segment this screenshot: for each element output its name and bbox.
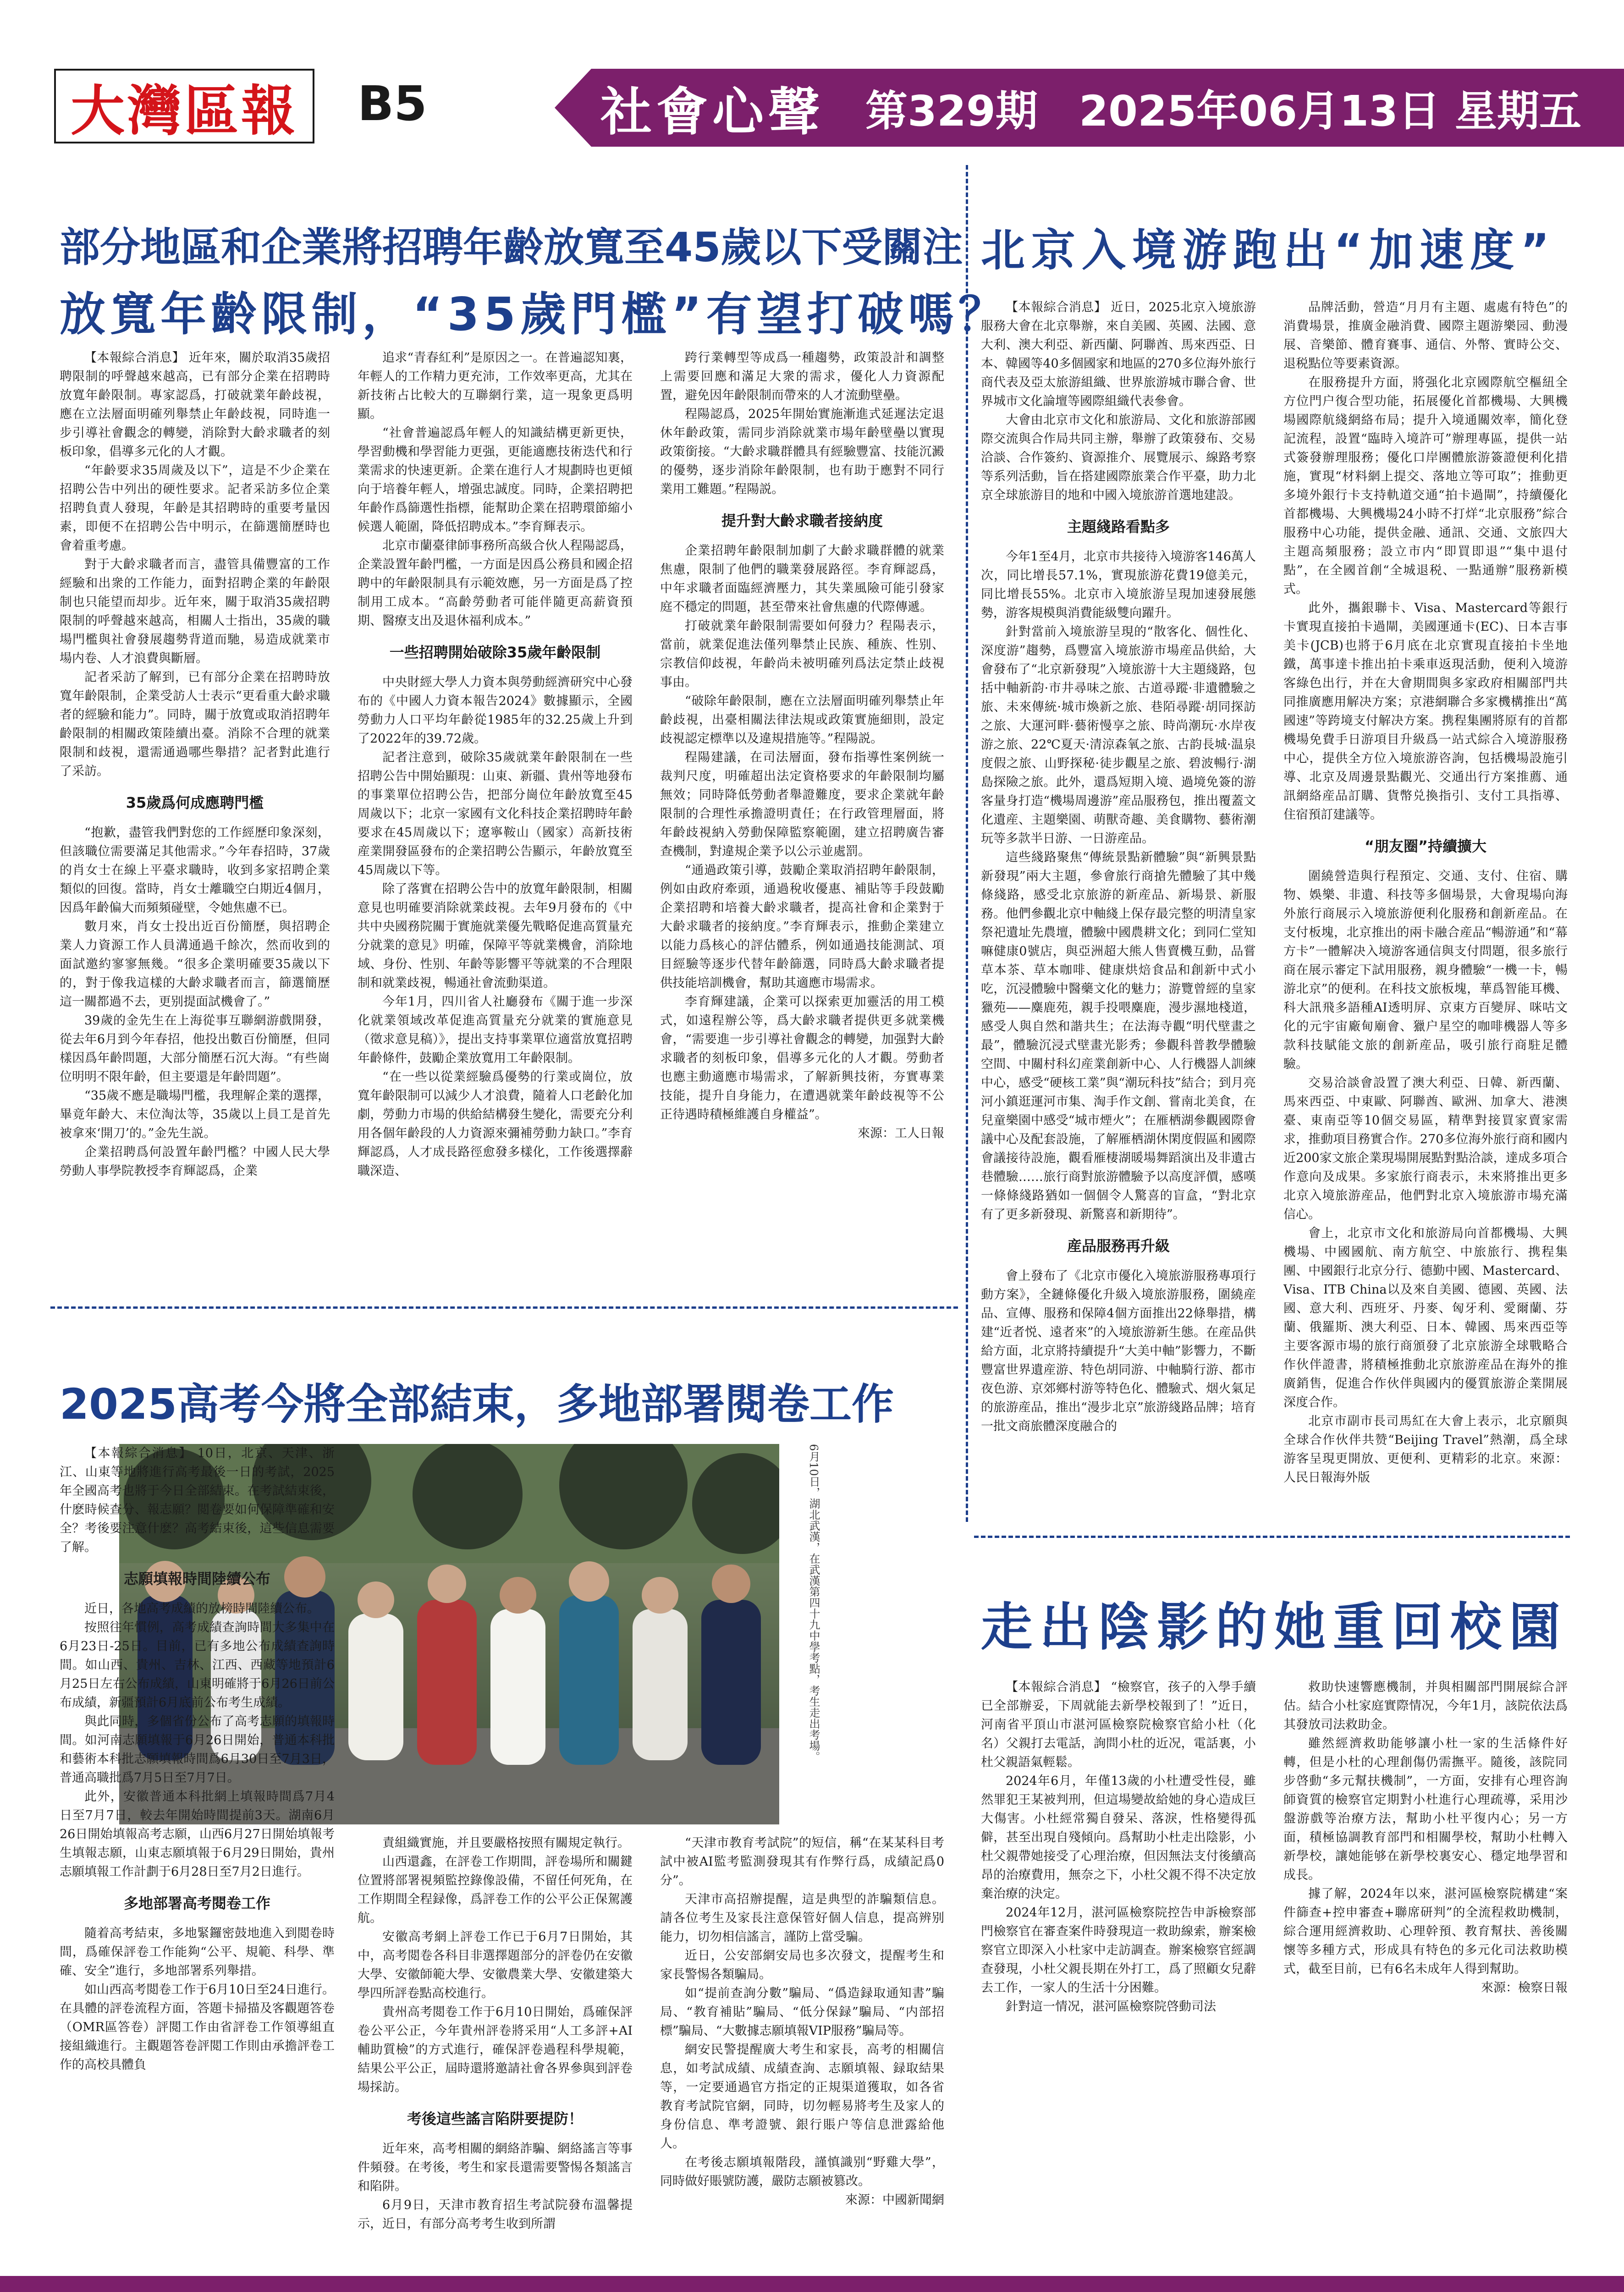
article1-subhead: 35歲爲何成應聘門檻 xyxy=(126,794,264,811)
paragraph: 數月來，肖女士投出近百份簡歷，與招聘企業人力資源工作人員溝通過千餘次，然而收到的面試邀約寥寥無幾。“很多企業明確要35歲以下的，對于像我這樣的大齡求職者而言，篩選簡歷這一關都過不去，更别提面試機會了。” xyxy=(60,920,330,1009)
paragraph: 在服務提升方面，將强化北京國際航空樞紐全方位門户復合型功能，拓展優化首都機場、大興機場國際航綫網絡布局；提升入境通關效率，簡化登記流程，設置“臨時入境許可”辦理專區，提供一站式簽發辦理服務；優化口岸團體旅游簽證便利化措施，實現“材料網上提交、落地立等可取”；推動更多境外銀行卡支持軌道交通“拍卡過閘”，持續優化首都機場、大興機場24小時不打烊“北京服務”綜合服務中心功能，提供金融、通訊、交通、文旅四大主題高頻服務；設立市内“即買即退”“集中退付點”，在全國首創“全城退税、一點通辦”服務新模式。 xyxy=(1283,375,1568,596)
paragraph: 如“提前查詢分數”騙局、“僞造録取通知書”騙局、“教育補貼”騙局、“低分保録”騙局、“内部招標”騙局、“大數據志願填報VIP服務”騙局等。 xyxy=(660,1986,944,2038)
paragraph: 據了解，2024年以來，湛河區檢察院構建“案件篩查+控申審查+聯席研判”的全流程救助機制，綜合運用經濟救助、心理幹預、教育幫扶、善後關懷等多種方式，形成具有特色的多元化司法救助模式，截至目前，已有6名未成年人得到幫助。 xyxy=(1283,1887,1568,1976)
photo-caption: 6月10日，湖北武漢，在武漢第四十九中學考點，考生走出考場。 xyxy=(807,1444,820,1762)
paragraph: “天津市教育考試院”的短信，稱“在某某科目考試中被AI監考監測發現其有作弊行爲，成績記爲0分”。 xyxy=(660,1836,944,1888)
article1-subhead: 提升對大齡求職者接納度 xyxy=(721,512,883,529)
paragraph: 近日，各地高考成績的放榜時間陸續公布。 xyxy=(84,1602,319,1616)
paragraph: 程陽建議，在司法層面，發布指導性案例統一裁判尺度，明確超出法定資格要求的年齡限制均屬無效；同時降低勞動者舉證難度，要求企業就年齡限制的合理性承擔證明責任；在行政管理層面，將年齡歧視納入勞動保障監察範圍，建立招聘廣告審查機制，對違規企業予以公示並處罰。 xyxy=(660,750,944,859)
issue-number: 第329期 xyxy=(865,87,1038,136)
article2-column-2 xyxy=(1283,298,1568,1526)
footer-bar xyxy=(0,2276,1624,2292)
paragraph: 隨着高考結束，多地緊鑼密鼓地進入到閲卷時間，爲確保評卷工作能夠“公平、規範、科學、準確、安全”進行，多地部署系列舉措。 xyxy=(60,1926,335,1978)
paragraph: 針對當前入境旅游呈現的“散客化、個性化、深度游”趨勢，爲豐富入境旅游市場産品供給，大會發布了“北京新發現”入境旅游十大主題綫路，包括中軸新韵·市井尋味之旅、古道尋蹤·非遺體驗之旅、未來傳統·城市煥新之旅、巷陌尋蹤·胡同探訪之旅、大運河畔·藝術慢享之旅、時尚潮玩·水岸夜游之旅、22℃夏天·清涼森氧之旅、古韵長城·温泉度假之旅、山野探秘·徒步觀星之旅、碧波暢行·湖島探險之旅。此外，還爲短期入境、過境免簽的游客量身打造“機場周邊游”産品服務包，推出覆蓋文化遺産、主題樂園、萌獸奇趣、美食購物、藝術潮玩等多款半日游、一日游産品。 xyxy=(981,625,1256,846)
paragraph: 39歲的金先生在上海從事互聯網游戲開發，從去年6月到今年春招，他投出數百份簡歷，但同樣因爲年齡問題，大部分簡歷石沉大海。“有些崗位明明不限年齡，但主要還是年齡問題”。 xyxy=(60,1014,330,1084)
section-divider xyxy=(974,1536,1570,1538)
article1-column-3 xyxy=(660,348,944,1293)
paragraph: “破除年齡限制，應在立法層面明確列舉禁止年齡歧視，出臺相關法律法規或政策實施細則，設定歧視認定標準以及違規措施等。”程陽説。 xyxy=(660,694,944,746)
paragraph: 企業招聘爲何設置年齡門檻？中國人民大學勞動人事學院教授李育輝認爲，企業 xyxy=(60,1145,330,1178)
article4-headline: 走出陰影的她重回校園 xyxy=(981,1598,1568,1657)
paragraph: “35歲不應是職場門檻，我理解企業的選擇，畢竟年齡大、末位淘汰等，35歲以上員工是首先被拿來‘開刀’的。”金先生説。 xyxy=(60,1089,330,1140)
paragraph: 圍繞營造與行程預定、交通、支付、住宿、購物、娛樂、非遺、科技等多個場景，大會現場向海外旅行商展示入境旅游便利化服務和創新産品。在支付板塊，北京推出的兩卡融合産品“暢游通”和“幕方卡”一體解决入境游客通信與支付問題，很多旅行商在展示審定下試用服務，親身體驗“一機一卡，暢游北京”的便利。在科技文旅板塊，華爲智能耳機、科大訊飛多語種AI透明屏、京東方百變屏、咪咕文化的元宇宙廠甸廟會、獵户星空的咖啡機器人等多款科技賦能文旅的創新産品，吸引旅行商駐足體驗。 xyxy=(1283,869,1568,1071)
paragraph: 會上，北京市文化和旅游局向首都機場、大興機場、中國國航、南方航空、中旅旅行、携程集團、中國銀行北京分行、德勤中國、Mastercard、Visa、ITB China以及來自美國、德國、英國、法國、意大利、西班牙、丹麥、匈牙利、愛爾蘭、芬蘭、俄羅斯、澳大利亞、日本、韓國、馬來西亞等主要客源市場的旅行商頒發了北京旅游全球戰略合作伙伴證書，將積極推動北京旅游産品在海外的推廣銷售，促進合作伙伴與國内的優質旅游企業開展深度合作。 xyxy=(1283,1226,1568,1410)
paragraph: 今年1月，四川省人社廳發布《關于進一步深化就業領域改革促進高質量充分就業的實施意見（徵求意見稿）》，提出支持事業單位適當放寬招聘年齡條件，鼓勵企業放寬用工年齡限制。 xyxy=(358,995,633,1065)
column-divider xyxy=(966,165,968,1522)
paragraph: 記者采訪了解到，已有部分企業在招聘時放寬年齡限制，企業受訪人士表示“更看重大齡求職者的經驗和能力”。同時，關于放寬或取消招聘年齡限制的相關政策陸續出臺。消除不合理的就業限制和歧視，還需通過哪些舉措？記者對此進行了采訪。 xyxy=(60,670,330,778)
paragraph: 此外，攜銀聯卡、Visa、Mastercard等銀行卡實現直接拍卡過閘，美國運通卡(EC)、日本吉事美卡(JCB)也將于6月底在北京實現直接拍卡坐地鐵，萬事達卡推出拍卡乘車返現活動，便利入境游客綠色出行，并在大會期間與多家政府相關部門共同推廣應用解决方案；京港網聯合多家機構推出“萬國速”等跨境支付解决方案。携程集團將原有的首都機場免費手日游項目升級爲一站式綜合入境游服務中心，提供全方位入境旅游咨詢，包括機場設施引導、北京及周邊景點觀光、交通出行方案推薦、通訊網絡産品訂購、貨幣兑換指引、支付工具指導、住宿預訂建議等。 xyxy=(1283,601,1568,822)
section-band-tip xyxy=(555,69,591,147)
logo-text: 大灣區報 xyxy=(70,79,298,143)
paragraph: 追求“青春紅利”是原因之一。在普遍認知裏，年輕人的工作精力更充沛，工作效率更高，尤其在新技術占比較大的互聯網行業，這一現象更爲明顯。 xyxy=(358,351,633,421)
paragraph: “社會普遍認爲年輕人的知識結構更新更快，學習動機和學習能力更强，更能適應技術迭代和行業需求的快速更新。企業在進行人才規劃時也更傾向于培養年輕人，增强忠誠度。同時，企業招聘把年齡作爲篩選性指標，能幫助企業在招聘環節縮小候選人範圍，降低招聘成本。”李育輝表示。 xyxy=(358,426,633,534)
paragraph: 大會由北京市文化和旅游局、文化和旅游部國際交流與合作局共同主辦，舉辦了政策發布、交易洽談、合作簽約、資源推介、展覽展示、線路考察等系列活動，旨在搭建國際旅業合作平臺，助力北京全球旅游目的地和中國入境旅游首選地建設。 xyxy=(981,413,1256,502)
article3-subhead: 考後這些謠言陷阱要提防！ xyxy=(407,2110,583,2127)
article2-subhead: “朋友圈”持續擴大 xyxy=(1364,837,1487,855)
paragraph: 北京市副市長司馬紅在大會上表示，北京願與全球合作伙伴共赞“Beijing Travel”熱潮，爲全球游客呈現更開放、更便利、更精彩的北京。來源：人民日報海外版 xyxy=(1283,1414,1568,1485)
article3-subhead: 志願填報時間陸續公布 xyxy=(123,1570,270,1587)
article1-column-1 xyxy=(60,348,330,1293)
paragraph: 程陽認爲，2025年開始實施漸進式延遲法定退休年齡政策，需同步消除就業市場年齡壁壘以實現政策銜接。“大齡求職群體具有經驗豐富、技能沉澱的優勢，逐步消除年齡限制，也有助于應對不同行業用工難題。”程陽説。 xyxy=(660,407,944,496)
article3-column-2 xyxy=(358,1834,633,2260)
paragraph: 責組織實施，并且要嚴格按照有關規定執行。 xyxy=(382,1836,630,1850)
paragraph: 近年來，高考相關的網絡詐騙、網絡謠言等事件頻發。在考後，考生和家長還需要警惕各類謠言和陷阱。 xyxy=(358,2142,633,2193)
article2-column-1 xyxy=(981,298,1256,1526)
paragraph: 除了落實在招聘公告中的放寬年齡限制，相關意見也明確要消除就業歧視。去年9月發布的《中共中央國務院關于實施就業優先戰略促進高質量充分就業的意見》明確，保障平等就業機會，消除地域、身份、性别、年齡等影響平等就業的不合理限制和就業歧視，暢通社會流動渠道。 xyxy=(358,882,633,990)
paragraph: 2024年12月，湛河區檢察院控告申訴檢察部門檢察官在審查案件時發現這一救助線索，辦案檢察官立即深入小杜家中走訪調查。辦案檢察官經調查發現，小杜父親長期在外打工，爲了照顧女兒辭去工作，一家人的生活十分困難。 xyxy=(981,1906,1256,1995)
section-divider xyxy=(50,1306,958,1309)
paragraph: 會上發布了《北京市優化入境旅游服務專項行動方案》，全鏈條優化升級入境旅游服務，圍繞産品、宣傳、服務和保障4個方面推出22條舉措，構建“近者悦、遠者來”的入境旅游新生態。在産品供給方面，北京將持續提升“大美中軸”影響力，不斷豐富世界遺産游、特色胡同游、中軸騎行游、都市夜色游、京郊鄉村游等特色化、體驗式、烟火氣足的旅游産品，推出“漫步北京”旅游綫路品牌；培育一批文商旅體深度融合的 xyxy=(981,1269,1256,1433)
paragraph: 6月9日，天津市教育招生考試院發布溫馨提示，近日，有部分高考考生收到所謂 xyxy=(358,2198,633,2231)
paragraph: 對于大齡求職者而言，盡管具備豐富的工作經驗和出衆的工作能力，面對招聘企業的年齡限制也只能望而却步。近年來，關于取消35歲招聘限制的呼聲越來越高，相關人士指出，35歲的職場門檻與社會發展趨勢背道而馳，易造成就業市場内卷、人才浪費與斷層。 xyxy=(60,557,330,666)
article4-column-1 xyxy=(981,1678,1256,2264)
article1-column-2 xyxy=(358,348,633,1293)
paragraph: 與此同時，多個省份公布了高考志願的填報時間。如河南志願填報于6月26日開始，普通本科批和藝術本科批志願填報時間爲6月30日至7月3日，普通高職批爲7月5日至7月7日。 xyxy=(60,1714,335,1785)
paragraph: 記者注意到，破除35歲就業年齡限制在一些招聘公告中開始顯現：山東、新疆、貴州等地發布的事業單位招聘公告，把部分崗位年齡放寬至45周歲以下；北京一家國有文化科技企業招聘時年齡要求在45周歲以下；遼寧鞍山（國家）高新技術産業開發區發布的企業招聘公告顯示，年齡放寬至45周歲以下等。 xyxy=(358,750,633,877)
paragraph: “通過政策引導，鼓勵企業取消招聘年齡限制，例如由政府牽頭，通過稅收優惠、補貼等手段鼓勵企業招聘和培養大齡求職者，提高社會和企業對于大齡求職者的接納度。”李育輝表示，推動企業建立以能力爲核心的評估體系，例如通過技能測試、項目經驗等逐步代替年齡篩選，同時爲大齡求職者提供技能培訓機會，幫助其適應市場需求。 xyxy=(660,863,944,990)
section-name: 社會心聲 xyxy=(600,82,824,142)
paragraph: 在考後志願填報階段，謹慎識别“野雞大學”，同時做好賬號防護，嚴防志願被篡改。 xyxy=(660,2155,944,2188)
paragraph: 如山西高考閲卷工作于6月10日至24日進行。在具體的評卷流程方面，答題卡掃描及客觀題答卷（OMR區答卷）評閲工作由省評卷工作領導組直接組織進行。主觀題答卷評閲工作則由承擔評卷工作的高校具體負 xyxy=(60,1983,335,2072)
paragraph: 天津市高招辦提醒，這是典型的詐騙類信息。請各位考生及家長注意保管好個人信息，提高辨别能力，切勿相信謠言，謹防上當受騙。 xyxy=(660,1892,944,1944)
masthead xyxy=(0,0,1624,156)
paragraph: 李育輝建議，企業可以探索更加靈活的用工模式，如遠程辦公等，爲大齡求職者提供更多就業機會，“需要進一步引導社會觀念的轉變，加强對大齡求職者的刻板印象，倡導多元化的人才觀。勞動者也應主動適應市場需求，了解新興技術，夯實專業技能，提升自身能力，在遭遇就業年齡歧視等不公正待遇時積極維護自身權益”。 xyxy=(660,995,944,1122)
article3-subhead: 多地部署高考閱卷工作 xyxy=(123,1895,270,1912)
paragraph: 品牌活動，營造“月月有主題、處處有特色”的消費場景，推廣金融消費、國際主題游樂园、動漫展、音樂節、體育賽事、通信、外幣、實時公交、退税點位等要素資源。 xyxy=(1283,300,1568,371)
paragraph: 按照往年慣例，高考成績查詢時間大多集中在6月23日-25日。目前，已有多地公布成績查詢時間。如山西、貴州、吉林、江西、西藏等地預計6月25日左右公布成績，山東明確將于6月26日前公布成績，新疆預計6月底前公布考生成績。 xyxy=(60,1620,335,1710)
paragraph: “抱歉，盡管我們對您的工作經歷印象深刻，但該職位需要滿足其他需求。”今年春招時，37歲的肖女士在線上平臺求職時，收到多家招聘企業類似的回復。當時，肖女士離職空白期近4個月，因爲年齡偏大而頻頻碰壁，令她焦慮不已。 xyxy=(60,826,330,915)
paragraph: 山西還鑫，在評卷工作期間，評卷場所和關鍵位置將部署視頻監控錄像設備，不留任何死角，在工作期間全程録像，爲評卷工作的公平公正保駕護航。 xyxy=(358,1855,633,1925)
article3-headline: 2025高考今將全部結束，多地部署閱卷工作 xyxy=(60,1380,894,1429)
article2-subhead: 産品服務再升級 xyxy=(1067,1237,1170,1255)
page-number: B5 xyxy=(358,76,427,132)
paragraph: 雖然經濟救助能够讓小杜一家的生活條件好轉，但是小杜的心理創傷仍需撫平。隨後，該院同步啓動“多元幫扶機制”，一方面，安排有心理咨詢師資質的檢察官定期對小杜進行心理疏導，采用沙盤游戲等治療方法，幫助小杜平復内心；另一方面，積極協調教育部門和相關學校，幫助小杜轉入新學校，讓她能够在新學校裏安心、穩定地學習和成長。 xyxy=(1283,1736,1568,1882)
paragraph: 北京市蘭臺律師事務所高級合伙人程陽認爲，企業設置年齡門檻，一方面是因爲公務員和國企招聘中的年齡限制具有示範效應，另一方面是爲了控制用工成本。“高齡勞動者可能伴隨更高薪資預期、醫療支出及退休福利成本。” xyxy=(358,539,633,628)
paragraph: 【本報綜合消息】 近日，2025北京入境旅游服務大會在北京舉辦，來自美國、英國、法國、意大利、澳大利亞、新西蘭、阿聯酋、馬來西亞、日本、韓國等40多個國家和地區的270多位海外旅行商代表及亞太旅游組織、世界旅游城市聯合會、世界城市文化論壇等國際組織代表參會。 xyxy=(981,300,1256,408)
article3-column-3 xyxy=(660,1834,944,2260)
paragraph: 安徽高考網上評卷工作已于6月7日開始，其中，高考閲卷各科目非選擇題部分的評卷仍在安徽大學、安徽師範大學、安徽農業大學、安徽建築大學四所評卷點高校進行。 xyxy=(358,1930,633,2000)
paragraph: 跨行業轉型等成爲一種趨勢，政策設計和調整上需要回應和滿足大衆的需求，優化人力資源配置，避免因年齡限制而帶來的人才流動壁壘。 xyxy=(660,351,944,402)
paragraph: 這些綫路聚焦“傳統景點新體驗”與“新興景點新發現”兩大主題，參會旅行商搶先體驗了其中幾條綫路，感受北京旅游的新産品、新場景、新服務。他們參觀北京中軸綫上保存最完整的明清皇家祭祀遺址先農壇，體驗中國農耕文化；到同仁堂知嘛健康0號店，與亞洲超大熊人售賣機互動，品嘗草本茶、草本咖啡、健康烘焙食品和創新中式小吃，沉浸體驗中醫藥文化的魅力；游覽曾經的皇家獵苑——麋鹿苑，親手投喂麋鹿，漫步濕地棧道，感受人與自然和諧共生；在法海寺觀“明代壁畫之最”，體驗沉浸式壁畫光影秀；參觀科普教學體驗空間、中關村科幻産業創新中心、人行機器人訓練中心，感受“硬核工業”與“潮玩科技”結合；到月亮河小鎮逛運河市集、淘手作文創、嘗南北美食，在兒童樂園中感受“城市煙火”；在雁栖湖參觀國際會議中心及配套設施，了解雁栖湖休閑度假區和國際會議接待設施，觀看雁棲湖暖場舞蹈演出及非遺古巷體驗……旅行商對旅游體驗予以高度評價，感嘆一條條綫路猶如一個個令人驚喜的盲盒，“對北京有了更多新發現、新驚喜和新期待”。 xyxy=(981,850,1256,1222)
paragraph: 近日，公安部網安局也多次發文，提醒考生和家長警惕各類騙局。 xyxy=(660,1949,944,1982)
paragraph: 針對這一情况，湛河區檢察院啓動司法 xyxy=(1006,2000,1216,2014)
article1-headline: 部分地區和企業將招聘年齡放寬至45歲以下受關注 xyxy=(60,224,963,271)
article1-subhead: 一些招聘開始破除35歲年齡限制 xyxy=(389,644,601,661)
article4-column-2 xyxy=(1283,1678,1568,2264)
paragraph: 【本報綜合消息】 “檢察官，孩子的入學手續已全部辦妥，下周就能去新學校報到了！”近日，河南省平頂山市湛河區檢察院檢察官給小杜（化名）父親打去電話，詢問小杜的近况，電話裏，小杜父親語氣輕鬆。 xyxy=(981,1680,1256,1769)
paragraph: 【本報綜合消息】 10日，北京、天津、浙江、山東等地將進行高考最後一日的考試，2025年全國高考也將于今日全部結束。在考試結束後，什麽時候查分、報志願？閲卷要如何保障準確和安全？考後要注意什麽？高考結束後，這些信息需要了解。 xyxy=(60,1446,335,1554)
paragraph: 2024年6月，年僅13歲的小杜遭受性侵，雖然罪犯王某被判刑，但這場變故給她的身心造成巨大傷害。小杜經常獨自發呆、落淚，性格變得孤僻，甚至出現自殘傾向。爲幫助小杜走出陰影，小杜父親帶她接受了心理治療，但因無法支付後續高昂的治療費用，無奈之下，小杜父親不得不决定放棄治療的決定。 xyxy=(981,1774,1256,1901)
newspaper-logo xyxy=(54,69,314,143)
paragraph: 企業招聘年齡限制加劇了大齡求職群體的就業焦慮，限制了他們的職業發展路徑。李育輝認爲，中年求職者面臨經濟壓力，其失業風險可能引發家庭不穩定的問題，甚至帶來社會焦慮的代際傳遞。 xyxy=(660,544,944,614)
paragraph: “年齡要求35周歲及以下”，這是不少企業在招聘公告中列出的硬性要求。記者采訪多位企業招聘負責人發現，年齡是其招聘時的重要考量因素，即便不在招聘公告中明示，在篩選簡歷時也會着重考慮。 xyxy=(60,463,330,553)
paragraph: 今年1至4月，北京市共接待入境游客146萬人次，同比增長57.1%，實現旅游花費19億美元，同比增長55%。北京市入境旅游呈現加速發展態勢，游客規模與消費能級雙向躍升。 xyxy=(981,550,1256,620)
paragraph: 打破就業年齡限制需要如何發力？程陽表示，當前，就業促進法僅列舉禁止民族、種族、性别、宗教信仰歧視，年齡尚未被明確列爲法定禁止歧視事由。 xyxy=(660,619,944,689)
article3-column-1 xyxy=(60,1444,335,2260)
article3-source: 來源：中國新聞網 xyxy=(845,2193,944,2207)
paragraph: “在一些以從業經驗爲優勢的行業或崗位，放寬年齡限制可以減少人才浪費，隨着人口老齡化加劇，勞動力市場的供給結構發生變化，需要充分利用各個年齡段的人力資源來彌補勞動力缺口。”李育輝認爲，人才成長路徑愈發多樣化，工作後選擇辭職深造、 xyxy=(358,1070,633,1178)
paragraph: 救助快速響應機制，并與相關部門開展綜合評估。結合小杜家庭實際情况，今年1月，該院依法爲其發放司法救助金。 xyxy=(1283,1680,1568,1732)
paragraph: 此外，安徽普通本科批網上填報時間爲7月4日至7月7日，較去年開始時間提前3天。湖南6月26日開始填報高考志願，山西6月27日開始填報考生填報志願，山東志願填報于6月29日開始，貴州志願填報工作計劃于6月28日至7月2日進行。 xyxy=(60,1790,335,1879)
article1-subheadline: 放寬年齡限制，“35歲門檻”有望打破嗎？ xyxy=(60,287,1009,341)
section-band-text xyxy=(600,69,1624,147)
issue-date: 2025年06月13日 星期五 xyxy=(1079,87,1582,136)
paragraph: 貴州高考閲卷工作于6月10日開始，爲確保評卷公平公正，今年貴州評卷將采用“人工多評+AI輔助質檢”的方式進行，確保評卷過程科學規範，結果公平公正，屆時還將邀請社會各界參與到評卷場採訪。 xyxy=(358,2005,633,2094)
article4-source: 來源：檢察日報 xyxy=(1481,1981,1568,1995)
paragraph: 交易洽談會設置了澳大利亞、日韓、新西蘭、馬來西亞、中東歐、阿聯酋、歐洲、加拿大、港澳臺、東南亞等10個交易區，精準對接買家賣家需求，推動項目務實合作。270多位海外旅行商和國内近200家文旅企業現場開展點對點洽談，達成多項合作意向及成果。多家旅行商表示，未來將推出更多北京入境旅游産品，他們對北京入境旅游市場充滿信心。 xyxy=(1283,1076,1568,1222)
article2-subhead: 主題綫路看點多 xyxy=(1067,518,1170,535)
paragraph: 【本報綜合消息】 近年來，關於取消35歲招聘限制的呼聲越來越高，已有部分企業在招聘時放寬年齡限制。專家認爲，打破就業年齡歧視，應在立法層面明確列舉禁止年齡歧視，同時進一步引導社會觀念的轉變，消除對大齡求職者的刻板印象，倡導多元化的人才觀。 xyxy=(60,351,330,459)
paragraph: 網安民警提醒廣大考生和家長，高考的相關信息，如考試成績、成績查詢、志願填報、録取結果等，一定要通過官方指定的正規渠道獲取，如各省教育考試院官網，同時，切勿輕易將考生及家人的身份信息、準考證號、銀行賬户等信息泄露給他人。 xyxy=(660,2043,944,2151)
article2-headline: 北京入境游跑出“加速度” xyxy=(981,225,1556,276)
paragraph: 中央財經大學人力資本與勞動經濟研究中心發布的《中國人力資本報告2024》數據顯示，全國勞動力人口平均年齡從1985年的32.25歲上升到了2022年的39.72歲。 xyxy=(358,675,633,746)
article1-source: 來源：工人日報 xyxy=(858,1126,944,1140)
